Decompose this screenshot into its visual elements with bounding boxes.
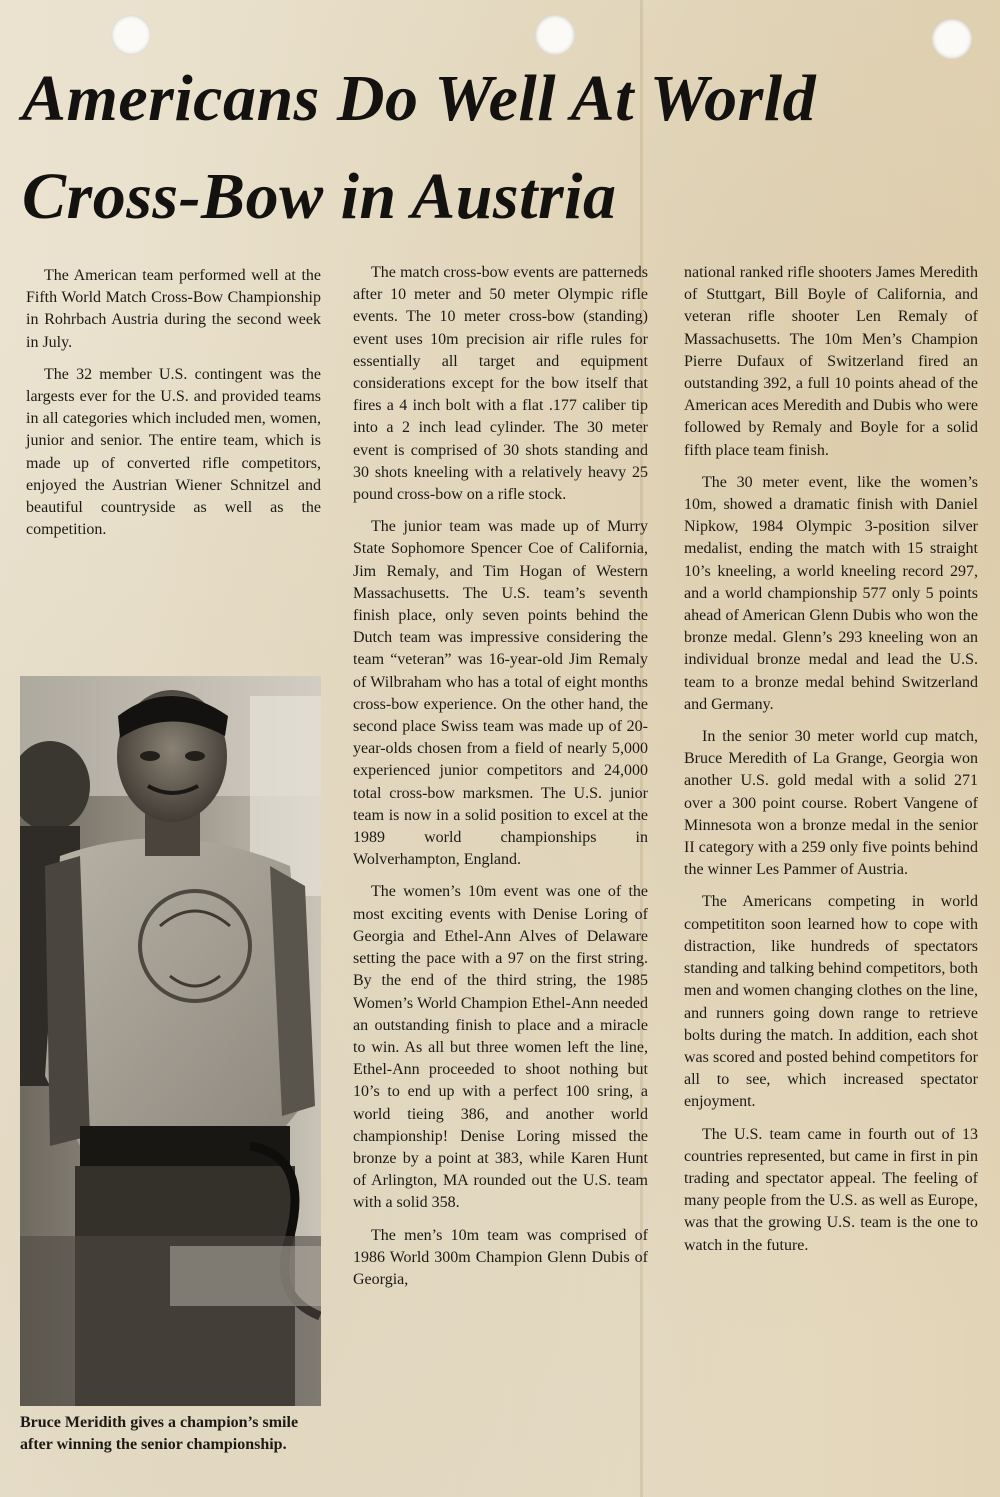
punch-hole	[111, 15, 151, 55]
paragraph: The U.S. team came in fourth out of 13 countries represented, but came in first in pin trading and spectator appeal. The feeling of many people from the U.S. as well as Europe, was that the growing U.S. team is the one to watch in the future.	[684, 1125, 978, 1254]
paragraph: The junior team was made up of Murry State Sophomore Spencer Coe of California, Jim Remaly, and Tim Hogan of Western Massachusetts. The U.S. team’s seventh finish place, only seven points behind the Dutch team was impressive considering the team “veteran” was 16-year-old Jim Remaly of Wilbraham who has a total of eight months cross-bow experience. On the other hand, the second place Swiss team was made up of 20-year-olds chosen from a field of nearly 5,000 experienced junior competitors and 24,000 total cross-bow marksmen. The U.S. junior team is now in a solid position to excel at the 1989 world championships in Wolverhampton, England.	[353, 518, 648, 869]
headline-line-1: Americans Do Well At World	[22, 62, 817, 135]
paragraph: The match cross-bow events are patterneds after 10 meter and 50 meter Olympic rifle events. The 10 meter cross-bow (standing) event uses 10m precision air rifle rules for essentially all target and equipment considerations except for the bow itself that fires a 4 inch bolt with a flat .177 caliber tip into a 2 inch lead cylinder. The 30 meter event is comprised of 30 shots standing and 30 shots kneeling with a relatively heavy 25 pound cross-bow on a rifle stock.	[353, 264, 648, 504]
paragraph: The American team performed well at the Fifth World Match Cross-Bow Championship in Rohrbach Austria during the second week in July.	[26, 267, 321, 351]
punch-hole	[535, 15, 575, 55]
paragraph: In the senior 30 meter world cup match, Bruce Meredith of La Grange, Georgia won another U.S. gold medal with a solid 271 over a 300 point course. Robert Vangene of Minnesota won a bronze medal in the senior II category with a 259 only five points behind the winner Les Pammer of Austria.	[684, 728, 978, 879]
photo-caption: Bruce Meridith gives a champion’s smile after winning the senior championship.	[20, 1414, 299, 1453]
photo-bruce-meridith	[20, 676, 321, 1406]
article-headline	[22, 50, 982, 246]
paragraph: The Americans competing in world competititon soon learned how to cope with distraction, like hundreds of spectators standing and talking behind competitors, both men and women changing clothes on the line, and runners going down range to retrieve bolts during the match. In addition, each shot was scored and posted behind competitors for all to see, which increased spectator enjoyment.	[684, 893, 978, 1111]
paragraph: The 32 member U.S. contingent was the largests ever for the U.S. and provided teams in all categories which included men, women, junior and senior. The entire team, which is made up of converted rifle competitors, enjoyed the Austrian Wiener Schnitzel and beautiful countryside as well as the competition.	[26, 365, 321, 539]
photo-image	[20, 676, 321, 1406]
article-column-2	[353, 262, 648, 1291]
paragraph: The 30 meter event, like the women’s 10m, showed a dramatic finish with Daniel Nipkow, 1984 Olympic 3-position silver medalist, ending the match with 15 straight 10’s kneeling, a world kneeling record 297, and a world championship 577 only 5 points ahead of American Glenn Dubis who won the bronze medal. Glenn’s 293 kneeling won an individual bronze medal and lead the U.S. team to a bronze medal behind Switzerland and Germany.	[684, 473, 978, 713]
article-column-3	[684, 262, 978, 1257]
article-column-1	[26, 265, 321, 541]
paragraph-continuation: national ranked rifle shooters James Meredith of Stuttgart, Bill Boyle of California, and veteran rifle shooter Len Remaly of Massachusetts. The 10m Men’s Champion Pierre Dufaux of Switzerland fired an outstanding 392, a full 10 points ahead of the American aces Meredith and Dubis who were followed by Remaly and Boyle for a solid fifth place team finish.	[684, 264, 978, 459]
paragraph: The men’s 10m team was comprised of 1986 World 300m Champion Glenn Dubis of Georgia,	[353, 1226, 648, 1288]
headline-line-2: Cross-Bow in Austria	[22, 160, 617, 233]
paragraph: The women’s 10m event was one of the most exciting events with Denise Loring of Georgia and Ethel-Ann Alves of Delaware setting the pace with a 97 on the first string. By the end of the third string, the 1985 Women’s World Champion Ethel-Ann needed an outstanding finish to place and a miracle to win. As all but three women left the line, Ethel-Ann proceeded to shoot nothing but 10’s to end up with a perfect 100 sring, a world tieing 386, and another world championship! Denise Loring missed the bronze by a point at 383, while Karen Hunt of Arlington, MA rounded out the U.S. team with a solid 358.	[353, 883, 648, 1212]
